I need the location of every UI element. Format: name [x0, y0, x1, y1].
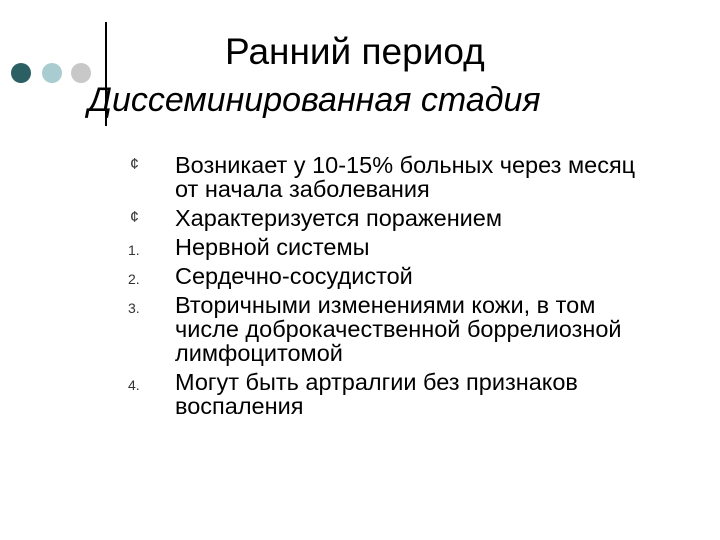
list-number: 4.	[128, 377, 140, 393]
bullet-icon: ¢	[130, 209, 139, 226]
list-item-text: Вторичными изменениями кожи, в том числе доброкачественной боррелиозной лимфоцитомой	[175, 292, 622, 366]
list-item	[0, 150, 720, 201]
decorative-dot	[11, 63, 31, 83]
list-number: 2.	[128, 271, 140, 287]
list-item	[0, 367, 720, 418]
list-item-text: Характеризуется поражением	[175, 205, 503, 231]
content-list	[0, 150, 720, 420]
list-item	[0, 203, 720, 230]
list-number: 3.	[128, 300, 140, 316]
list-item	[0, 232, 720, 259]
list-item	[0, 261, 720, 288]
bullet-icon: ¢	[130, 156, 139, 173]
title-line-2: Диссеминированная стадия	[88, 81, 541, 119]
list-item-text: Сердечно-сосудистой	[175, 263, 413, 289]
list-item-text: Нервной системы	[175, 234, 370, 260]
decorative-dot	[42, 63, 62, 83]
list-item-text: Возникает у 10-15% больных через месяц от начала заболевания	[175, 152, 636, 202]
list-number: 1.	[128, 242, 140, 258]
title-line-1: Ранний период	[225, 31, 485, 72]
list-item-text: Могут быть артралгии без признаков воспаления	[175, 369, 578, 419]
list-item	[0, 290, 720, 365]
